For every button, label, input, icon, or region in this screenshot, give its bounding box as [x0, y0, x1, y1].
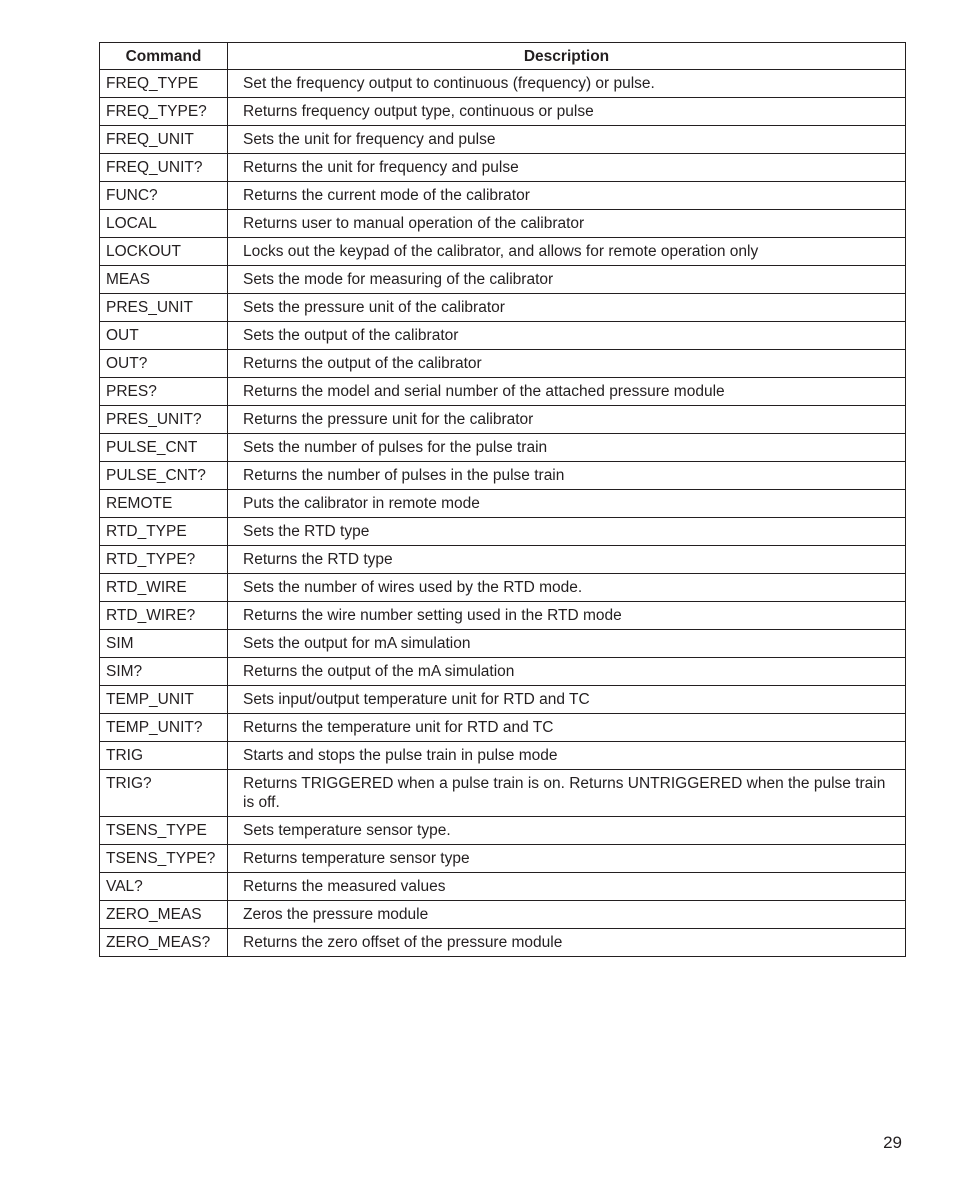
command-cell: VAL?: [100, 873, 228, 901]
table-row: [100, 126, 906, 154]
command-column-header: Command: [100, 43, 228, 70]
description-cell: Returns the output of the mA simulation: [228, 658, 906, 686]
table-row: [100, 574, 906, 602]
description-cell: Returns the current mode of the calibrator: [228, 182, 906, 210]
table-header-row: [100, 43, 906, 70]
table-row: [100, 378, 906, 406]
command-cell: MEAS: [100, 266, 228, 294]
command-cell: ZERO_MEAS: [100, 901, 228, 929]
table-row: [100, 462, 906, 490]
description-cell: Set the frequency output to continuous (frequency) or pulse.: [228, 70, 906, 98]
table-row: [100, 929, 906, 957]
table-row: [100, 770, 906, 817]
description-cell: Returns temperature sensor type: [228, 845, 906, 873]
command-cell: TRIG?: [100, 770, 228, 817]
description-cell: Returns the RTD type: [228, 546, 906, 574]
command-cell: FREQ_UNIT: [100, 126, 228, 154]
description-cell: Starts and stops the pulse train in pulse mode: [228, 742, 906, 770]
table-row: [100, 686, 906, 714]
description-cell: Sets the mode for measuring of the calibrator: [228, 266, 906, 294]
command-cell: FREQ_TYPE?: [100, 98, 228, 126]
command-cell: TSENS_TYPE: [100, 817, 228, 845]
command-cell: TEMP_UNIT: [100, 686, 228, 714]
command-cell: RTD_TYPE?: [100, 546, 228, 574]
description-cell: Returns the temperature unit for RTD and TC: [228, 714, 906, 742]
table-row: [100, 518, 906, 546]
table-row: [100, 901, 906, 929]
command-cell: RTD_WIRE?: [100, 602, 228, 630]
description-cell: Sets the RTD type: [228, 518, 906, 546]
table-row: [100, 490, 906, 518]
command-cell: TSENS_TYPE?: [100, 845, 228, 873]
description-cell: Zeros the pressure module: [228, 901, 906, 929]
table-row: [100, 434, 906, 462]
table-row: [100, 630, 906, 658]
table-row: [100, 658, 906, 686]
table-row: [100, 294, 906, 322]
description-cell: Sets input/output temperature unit for RTD and TC: [228, 686, 906, 714]
command-cell: FREQ_UNIT?: [100, 154, 228, 182]
command-cell: REMOTE: [100, 490, 228, 518]
description-cell: Returns frequency output type, continuous or pulse: [228, 98, 906, 126]
description-cell: Sets temperature sensor type.: [228, 817, 906, 845]
table-row: [100, 714, 906, 742]
description-cell: Returns the pressure unit for the calibrator: [228, 406, 906, 434]
table-row: [100, 154, 906, 182]
description-cell: Sets the output of the calibrator: [228, 322, 906, 350]
table-row: [100, 70, 906, 98]
table-row: [100, 406, 906, 434]
command-cell: TRIG: [100, 742, 228, 770]
table-row: [100, 817, 906, 845]
command-cell: PULSE_CNT: [100, 434, 228, 462]
description-cell: Returns the wire number setting used in the RTD mode: [228, 602, 906, 630]
description-cell: Sets the pressure unit of the calibrator: [228, 294, 906, 322]
table-row: [100, 350, 906, 378]
command-cell: LOCKOUT: [100, 238, 228, 266]
command-cell: FUNC?: [100, 182, 228, 210]
command-cell: RTD_WIRE: [100, 574, 228, 602]
command-cell: OUT?: [100, 350, 228, 378]
table-row: [100, 98, 906, 126]
table-row: [100, 266, 906, 294]
description-cell: Returns the model and serial number of the attached pressure module: [228, 378, 906, 406]
command-cell: PULSE_CNT?: [100, 462, 228, 490]
description-cell: Returns the unit for frequency and pulse: [228, 154, 906, 182]
command-table: [99, 42, 906, 957]
table-row: [100, 322, 906, 350]
command-cell: TEMP_UNIT?: [100, 714, 228, 742]
description-column-header: Description: [228, 43, 906, 70]
description-cell: Returns user to manual operation of the calibrator: [228, 210, 906, 238]
command-cell: ZERO_MEAS?: [100, 929, 228, 957]
table-row: [100, 210, 906, 238]
description-cell: Returns the measured values: [228, 873, 906, 901]
command-cell: RTD_TYPE: [100, 518, 228, 546]
description-cell: Returns the output of the calibrator: [228, 350, 906, 378]
table-row: [100, 238, 906, 266]
command-cell: OUT: [100, 322, 228, 350]
table-row: [100, 873, 906, 901]
table-row: [100, 546, 906, 574]
command-cell: FREQ_TYPE: [100, 70, 228, 98]
table-row: [100, 182, 906, 210]
command-cell: SIM?: [100, 658, 228, 686]
description-cell: Sets the number of wires used by the RTD mode.: [228, 574, 906, 602]
command-cell: PRES_UNIT?: [100, 406, 228, 434]
description-cell: Returns TRIGGERED when a pulse train is on. Returns UNTRIGGERED when the pulse train is off.: [228, 770, 906, 817]
page-number: 29: [883, 1133, 902, 1152]
description-cell: Sets the output for mA simulation: [228, 630, 906, 658]
command-cell: PRES?: [100, 378, 228, 406]
description-cell: Returns the zero offset of the pressure module: [228, 929, 906, 957]
table-row: [100, 602, 906, 630]
command-cell: SIM: [100, 630, 228, 658]
table-row: [100, 845, 906, 873]
description-cell: Sets the number of pulses for the pulse train: [228, 434, 906, 462]
command-cell: LOCAL: [100, 210, 228, 238]
table-row: [100, 742, 906, 770]
command-cell: PRES_UNIT: [100, 294, 228, 322]
description-cell: Returns the number of pulses in the pulse train: [228, 462, 906, 490]
table-body: [100, 70, 906, 957]
description-cell: Locks out the keypad of the calibrator, and allows for remote operation only: [228, 238, 906, 266]
description-cell: Sets the unit for frequency and pulse: [228, 126, 906, 154]
description-cell: Puts the calibrator in remote mode: [228, 490, 906, 518]
